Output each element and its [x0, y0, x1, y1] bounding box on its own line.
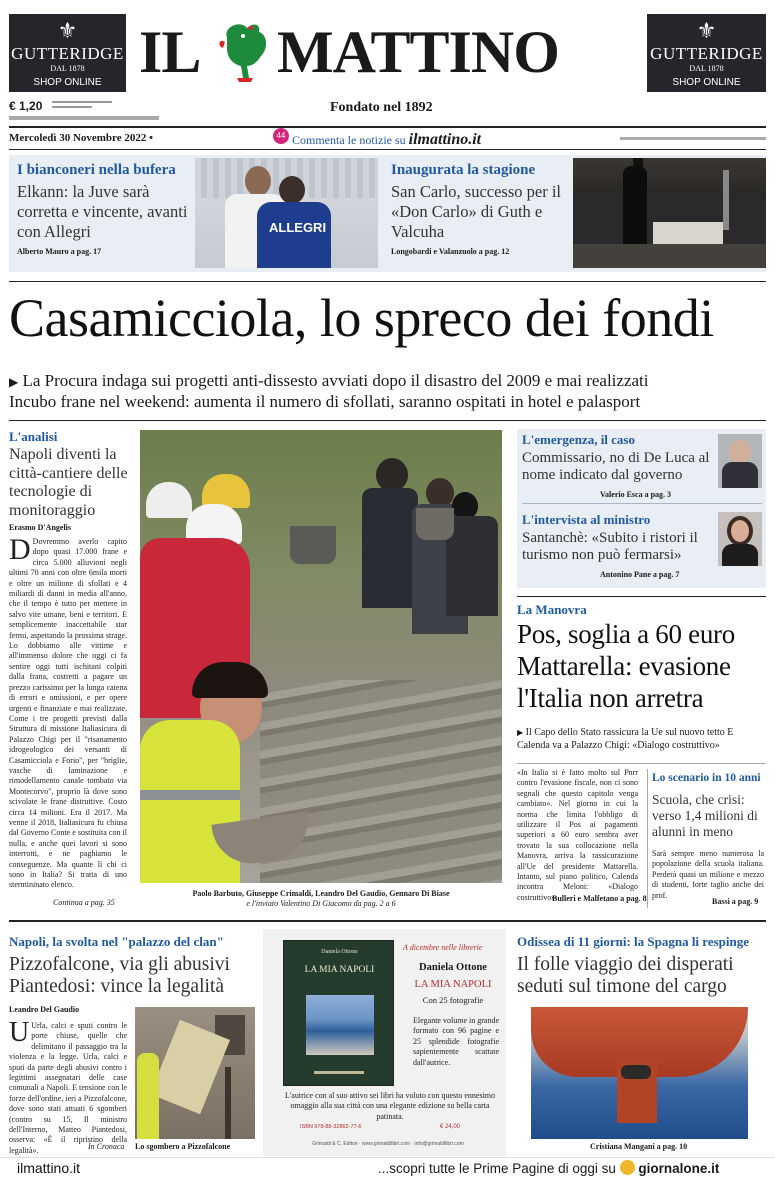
pizzofalcone-author: Leandro Del Gaudio: [9, 1005, 80, 1014]
book-isbn: ISBN 978-88-32862-77-6: [300, 1124, 362, 1130]
stage-figure: [623, 166, 647, 244]
price: € 1,20: [9, 99, 43, 113]
santanche-portrait: [718, 512, 762, 566]
lead-headline[interactable]: Casamicciola, lo spreco dei fondi: [9, 288, 714, 348]
jersey: [257, 202, 331, 268]
bucket: [290, 526, 336, 564]
book-title: LA MIA NAPOLI: [414, 979, 492, 990]
worker: [362, 488, 418, 608]
comment-site[interactable]: ilmattino.it: [408, 131, 482, 148]
intervista-kicker: L'intervista al ministro: [522, 512, 651, 527]
emergenza-title[interactable]: Commissario, no di De Luca al nome indicato dal governo: [522, 450, 710, 483]
advertisement-right[interactable]: [647, 14, 766, 92]
sancarlo-photo[interactable]: [573, 158, 766, 268]
juve-title[interactable]: Elkann: la Juve sarà corretta e vincente, avanti con Allegri: [17, 182, 188, 241]
edition-info: [52, 100, 142, 110]
stage-bed: [653, 222, 723, 246]
logo-text-il: IL: [139, 19, 201, 85]
analysis-continue[interactable]: Continua a pag. 35: [53, 898, 115, 907]
ad-brand: GUTTERIDGE: [11, 44, 124, 63]
sancarlo-kicker: Inaugurata la stagione: [391, 162, 536, 178]
book-cover-photo: [306, 995, 374, 1055]
manovra-byline: Bulleri e Malfetano a pag. 8: [552, 894, 647, 903]
pizzofalcone-continue[interactable]: In Cronaca: [88, 1142, 125, 1151]
logo-text-mattino: MATTINO: [277, 19, 559, 85]
supplement-info: [620, 137, 766, 140]
scenario-kicker: Lo scenario in 10 anni: [652, 772, 761, 784]
intervista-title[interactable]: Santanchè: «Subito i ristori il turismo non può fermarsi»: [522, 530, 698, 563]
book-price: € 24,00: [440, 1124, 461, 1130]
scenario-title[interactable]: Scuola, che crisi: verso 1,4 milioni di alunni in meno: [652, 792, 758, 839]
caption-envoy: e l'inviato Valentino Di Giacomo da pag. 2 a 6: [246, 899, 396, 908]
footer-brand[interactable]: giornalone.it: [638, 1161, 720, 1176]
scenario-byline: Bassi a pag. 9: [712, 897, 759, 906]
book-author: Daniela Ottone: [419, 962, 487, 973]
dropcap: D: [9, 533, 31, 566]
founded: Fondato nel 1892: [330, 100, 433, 115]
bullet-arrow-icon: ▶: [517, 728, 524, 737]
juve-kicker: I bianconeri nella bufera: [17, 162, 176, 178]
helmet-white: [146, 482, 192, 518]
person-head: [279, 176, 305, 204]
manovra-kicker: La Manovra: [517, 602, 587, 617]
juve-byline: Alberto Mauro a pag. 17: [17, 247, 102, 256]
ad-since: DAL 1878: [50, 64, 85, 73]
intervista-byline: Antonino Pane a pag. 7: [600, 570, 680, 579]
book-kicker: A dicembre nelle librerie: [403, 943, 483, 952]
gutteridge-logo-icon: ⚜: [696, 18, 717, 43]
ad-since: DAL 1878: [689, 64, 724, 73]
analysis-body: [9, 533, 127, 893]
scenario-body: Sarà sempre meno numerosa la popolazione della scuola italiana. Perderà quasi un milione e mezzo di studenti, forte taglio anche dei prof.: [652, 849, 764, 900]
footer-promo-text: ...scopri tutte le Prime Pagine di oggi su: [378, 1161, 616, 1176]
odissea-kicker: Odissea di 11 giorni: la Spagna li respinge: [517, 934, 750, 949]
book-cover-title: LA MIA NAPOLI: [304, 965, 375, 975]
analysis-text: Dovremmo averlo capito dopo quasi 17.000 frane e circa 5.000 alluvioni negli ultimi 70 anni con oltre 6mila morti e oltre un milione di sfollati e 4 miliardi di danni in media all'anno, che il tempo è tutto per mettere in salvo vite umane, beni e territori. E semplicemente inaccettabile star fermi, aspettando la prossima strage. Lo dobbiamo alle vittime e all'immenso dolore che oggi ci fa sentire oggi tutti ischitani colpiti dalla frana, costretti a pagare un prezzo carissimo per la lunga catena di errori e omissioni, e per opere urgenti e finanziate e mai realizzate. Come i tre progetti previsti dalla Struttura di missione Italiasicura di Palazzo Chigi per il "risanamento idrogeologico dei versanti di Casamicciola e Forio", per "briglie, vasche di laminazione e rimodellamento canale tombato via Montecorvo", proprio là dove sono scivolate le frane distruttive. Costo circa 14 milioni. Era il 2017. Ma venne il 2018, Italiasicura fu chiusa dal Governo Conte e sostituita con il nulla, e anche quei lavori si sono interrotti, e ne paghiamo le conseguenze. Ma quante lì chi ci sono in Italia? Si tratta di uno stermininato elenco.: [9, 537, 127, 890]
lead-photo-caption: [140, 889, 502, 909]
officer: [137, 1053, 159, 1139]
helmet-yellow: [202, 474, 250, 508]
ladder: [225, 1067, 231, 1139]
pizzofalcone-caption: Lo sgombero a Pizzofalcone: [135, 1142, 231, 1151]
deluca-portrait: [718, 434, 762, 488]
mud-ground: [260, 680, 502, 883]
worker-hi-vis-stripe: [140, 790, 240, 800]
footer-promo[interactable]: [378, 1160, 719, 1176]
analysis-kicker: L'analisi: [9, 429, 58, 444]
book-cover-author: Daniela Ottone: [321, 949, 358, 955]
emergenza-kicker: L'emergenza, il caso: [522, 432, 635, 447]
comment-bubble-icon: 44: [273, 128, 289, 144]
odissea-title[interactable]: Il folle viaggio dei disperati seduti sul timone del cargo: [517, 954, 734, 997]
bucket: [416, 508, 454, 540]
stage-floor: [573, 244, 766, 268]
giornalone-logo-icon: [620, 1160, 635, 1175]
newspaper-logo[interactable]: [135, 18, 639, 86]
gutteridge-logo-icon: ⚜: [57, 18, 78, 43]
bullet-arrow-icon: ▶: [9, 375, 19, 389]
lead-sub2: Incubo frane nel weekend: aumenta il numero di sfollati, saranno ospitati in hotel e palasport: [9, 392, 641, 411]
advertisement-left[interactable]: [9, 14, 126, 92]
worker: [376, 458, 408, 492]
jersey-text: ALLEGRI: [269, 220, 327, 235]
analysis-author: Erasmo D'Angelis: [9, 523, 71, 532]
ad-shop: SHOP ONLINE: [672, 77, 741, 88]
footer-site[interactable]: ilmattino.it: [17, 1160, 81, 1176]
manovra-sub-text: Il Capo dello Stato rassicura la Ue sul nuovo tetto E Calenda va a Palazzo Chigi: «Dialogo costruttivo»: [517, 727, 734, 751]
comment-line[interactable]: [292, 131, 481, 149]
issue-date: Mercoledì 30 Novembre 2022 •: [9, 132, 153, 144]
worker-hair: [192, 662, 268, 698]
sancarlo-byline: Longobardi e Valanzuolo a pag. 12: [391, 247, 510, 256]
person-head: [245, 166, 271, 196]
lead-sub1-text: La Procura indaga sui progetti anti-dissesto avviati dopo il disastro del 2009 e mai realizzati: [22, 371, 649, 390]
emergenza-byline: Valerio Esca a pag. 3: [600, 490, 672, 499]
book-cover[interactable]: [283, 940, 394, 1086]
pizzofalcone-text: Urla, calci e sputi contro le porte chiuse, quelle che delimitano il passaggio tra la violenza e la legge. Urla, calci e sputi da parte degli abusivi contro i legittimi assegnatari delle case comunali a Napoli. E tensione con le forze dell'ordine, ieri a Pizzofalcone, dove sono stati attuati 6 sgomberi (contro su 15, Il ministro dell'Interno, Matteo Piantedosi, osserva: «È il ripristino della legalità».: [9, 1021, 127, 1155]
ad-shop: SHOP ONLINE: [33, 77, 102, 88]
caption-names: Paolo Barbuto, Giuseppe Crimaldi, Leandro Del Gaudio, Gennaro Di Biase: [192, 889, 450, 898]
book-subtitle: Con 25 fotografie: [422, 995, 484, 1005]
book-text: L'autrice con al suo attivo sei libri ha voluto con questo ennesimo omaggio alla sua città con una elegante edizione su bella carta patinata.: [284, 1091, 496, 1121]
manovra-body: «In Italia si è fatto molto sul Pnrr contro l'evasione fiscale, non ci sono segnali che questo capitolo venga cambiato». Nel giorno in cui la norma che limita l'obbligo di utilizzare il Pos ai pagamenti superiori a 60 euro sembra aver trovato la sua collocazione nella Manovra, arriva la rassicurazione all'Ue del presidente Mattarella. Intanto, sul piano politico, Calenda incontra Meloni: «Dialogo costruttivo».: [517, 768, 638, 902]
ad-brand: GUTTERIDGE: [650, 44, 763, 63]
odissea-byline: Cristiana Mangani a pag. 10: [590, 1142, 688, 1151]
book-publisher: Grimaldi & C. Editori · www.grimaldilibri.com · info@grimaldilibri.com: [312, 1141, 464, 1147]
cargo-photo[interactable]: [531, 1007, 748, 1139]
lead-photo[interactable]: [140, 430, 502, 883]
juve-photo[interactable]: [195, 158, 378, 268]
worker-hi-vis: [140, 720, 240, 883]
rooster-icon: [213, 18, 275, 84]
manovra-headline[interactable]: Pos, soglia a 60 euro Mattarella: evasione l'Italia non arretra: [517, 619, 735, 713]
analysis-title[interactable]: Napoli diventi la città-cantiere delle tecnologie di monitoraggio: [9, 446, 128, 519]
comment-prefix: Commenta le notizie su: [292, 133, 406, 147]
postal-info: [9, 116, 159, 120]
book-desc: Elegante volume in grande formato con 96 pagine e 25 splendide fotografie sapientemente scattate dall'autrice.: [413, 1016, 499, 1067]
manovra-sub: [517, 726, 766, 752]
lead-sub1: [9, 371, 766, 391]
dropcap: U: [9, 1017, 30, 1048]
migrants: [621, 1065, 651, 1079]
date-text: Mercoledì 30 Novembre 2022: [9, 132, 147, 144]
sancarlo-title[interactable]: San Carlo, successo per il «Don Carlo» di Guth e Valcuha: [391, 182, 562, 241]
pizzofalcone-photo[interactable]: [135, 1007, 255, 1139]
pizzofalcone-kicker: Napoli, la svolta nel "palazzo del clan": [9, 934, 224, 949]
pizzofalcone-title[interactable]: Pizzofalcone, via gli abusivi Piantedosi: vince la legalità: [9, 954, 230, 997]
